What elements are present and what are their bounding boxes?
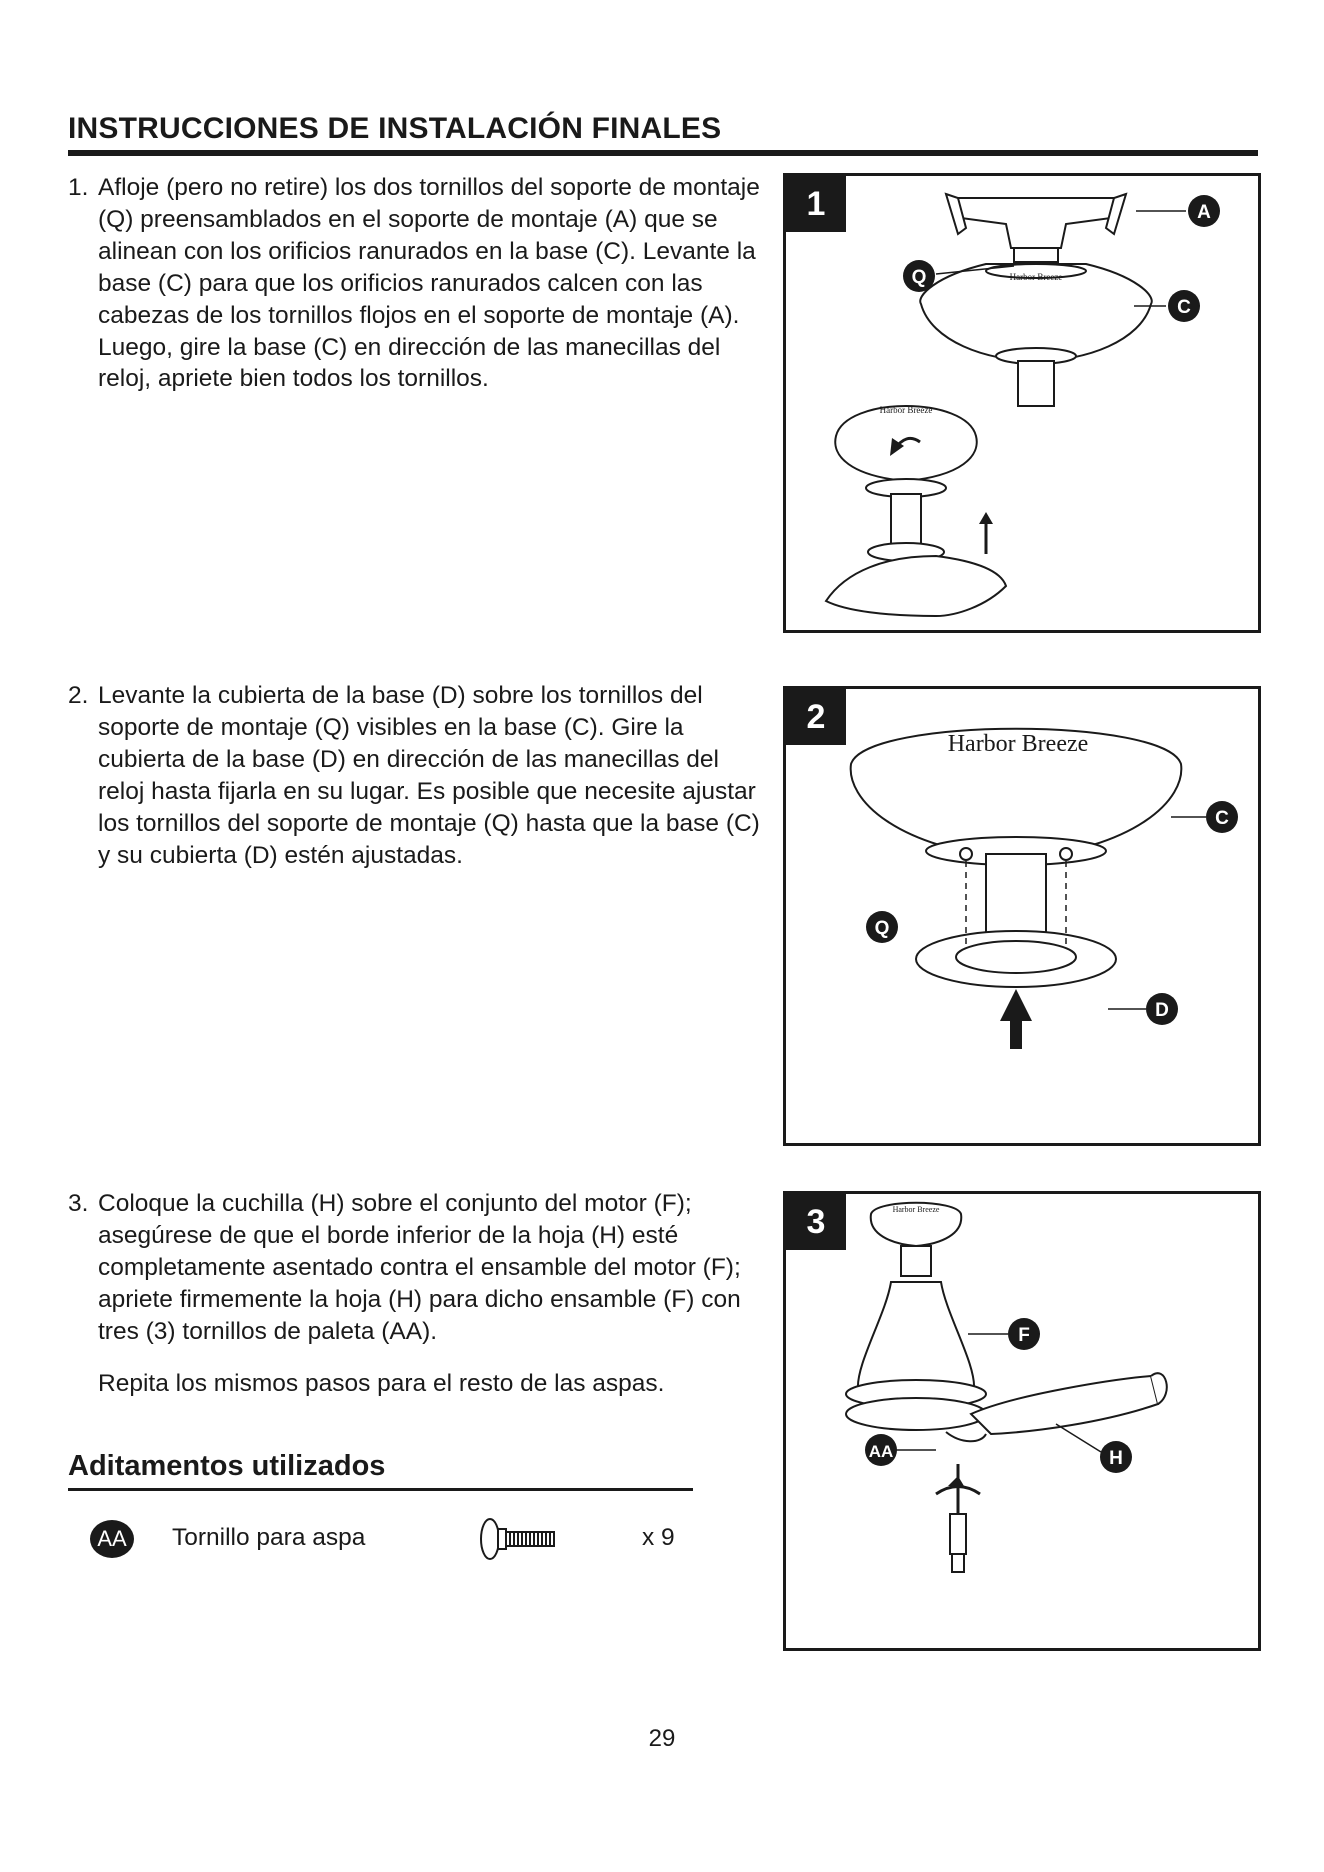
step-note: Repita los mismos pasos para el resto de las aspas. <box>98 1369 665 1397</box>
brand-logo: Harbor Breeze <box>879 405 933 415</box>
figure-badge: 2 <box>786 689 846 745</box>
label-f: F <box>1018 1325 1030 1346</box>
hardware-badge: AA <box>90 1520 134 1558</box>
label-d: D <box>1155 1000 1169 1021</box>
step-1 <box>68 172 768 395</box>
step-text: Coloque la cuchilla (H) sobre el conjunto del motor (F); asegúrese de que el borde inferior de la hoja (H) esté completamente asentado contra el ensamble del motor (F); apriete firmemente la hoja (H) para dicho ensamble (F) con tres (3) tornillos de paleta (AA). <box>98 1190 741 1345</box>
step-2 <box>68 680 768 871</box>
figure-3 <box>783 1191 1261 1651</box>
brand-logo: Harbor Breeze <box>947 731 1089 757</box>
figure-badge: 3 <box>786 1194 846 1250</box>
label-q: Q <box>911 267 927 288</box>
hardware-divider <box>68 1488 693 1491</box>
label-c: C <box>1177 297 1191 318</box>
figure-2-illustration <box>786 689 1258 1143</box>
step-text: Levante la cubierta de la base (D) sobre los tornillos del soporte de montaje (Q) visibles en la base (C). Gire la cubierta de la base (D) en dirección de las manecillas del reloj hasta fijarla en su lugar. Es posible que necesite ajustar los tornillos del soporte de montaje (Q) hasta que la base (C) y su cubierta (D) estén ajustadas. <box>98 682 760 869</box>
hardware-heading: Aditamentos utilizados <box>68 1450 386 1482</box>
label-c: C <box>1215 808 1229 829</box>
title-divider <box>68 150 1258 156</box>
brand-logo: Harbor Breeze <box>892 1205 940 1214</box>
figure-3-illustration <box>786 1194 1258 1648</box>
step-3 <box>68 1188 768 1399</box>
step-number: 3. <box>68 1190 89 1217</box>
label-aa: AA <box>868 1442 894 1461</box>
figure-1-illustration <box>786 176 1258 630</box>
step-text: Afloje (pero no retire) los dos tornillos del soporte de montaje (Q) preensamblados en el soporte de montaje (A) que se alinean con los orificios ranurados en la base (C). Levante la base (C) para que los orificios ranurados calcen con las cabezas de los tornillos flojos en el soporte de montaje (A). Luego, gire la base (C) en dirección de las manecillas del reloj, apriete bien todos los tornillos. <box>98 174 760 393</box>
hardware-qty: x 9 <box>642 1524 675 1551</box>
hardware-name: Tornillo para aspa <box>172 1524 366 1551</box>
label-a: A <box>1197 202 1211 223</box>
label-q: Q <box>874 918 890 939</box>
page-number: 29 <box>648 1725 676 1752</box>
step-number: 1. <box>68 174 89 201</box>
label-h: H <box>1109 1448 1123 1469</box>
page-title: INSTRUCCIONES DE INSTALACIÓN FINALES <box>68 112 722 145</box>
step-number: 2. <box>68 682 89 709</box>
figure-badge: 1 <box>786 176 846 232</box>
blade-screw-icon <box>472 1514 562 1564</box>
brand-logo: Harbor Breeze <box>1009 272 1063 282</box>
figure-1 <box>783 173 1261 633</box>
hardware-item <box>90 1514 710 1564</box>
figure-2 <box>783 686 1261 1146</box>
